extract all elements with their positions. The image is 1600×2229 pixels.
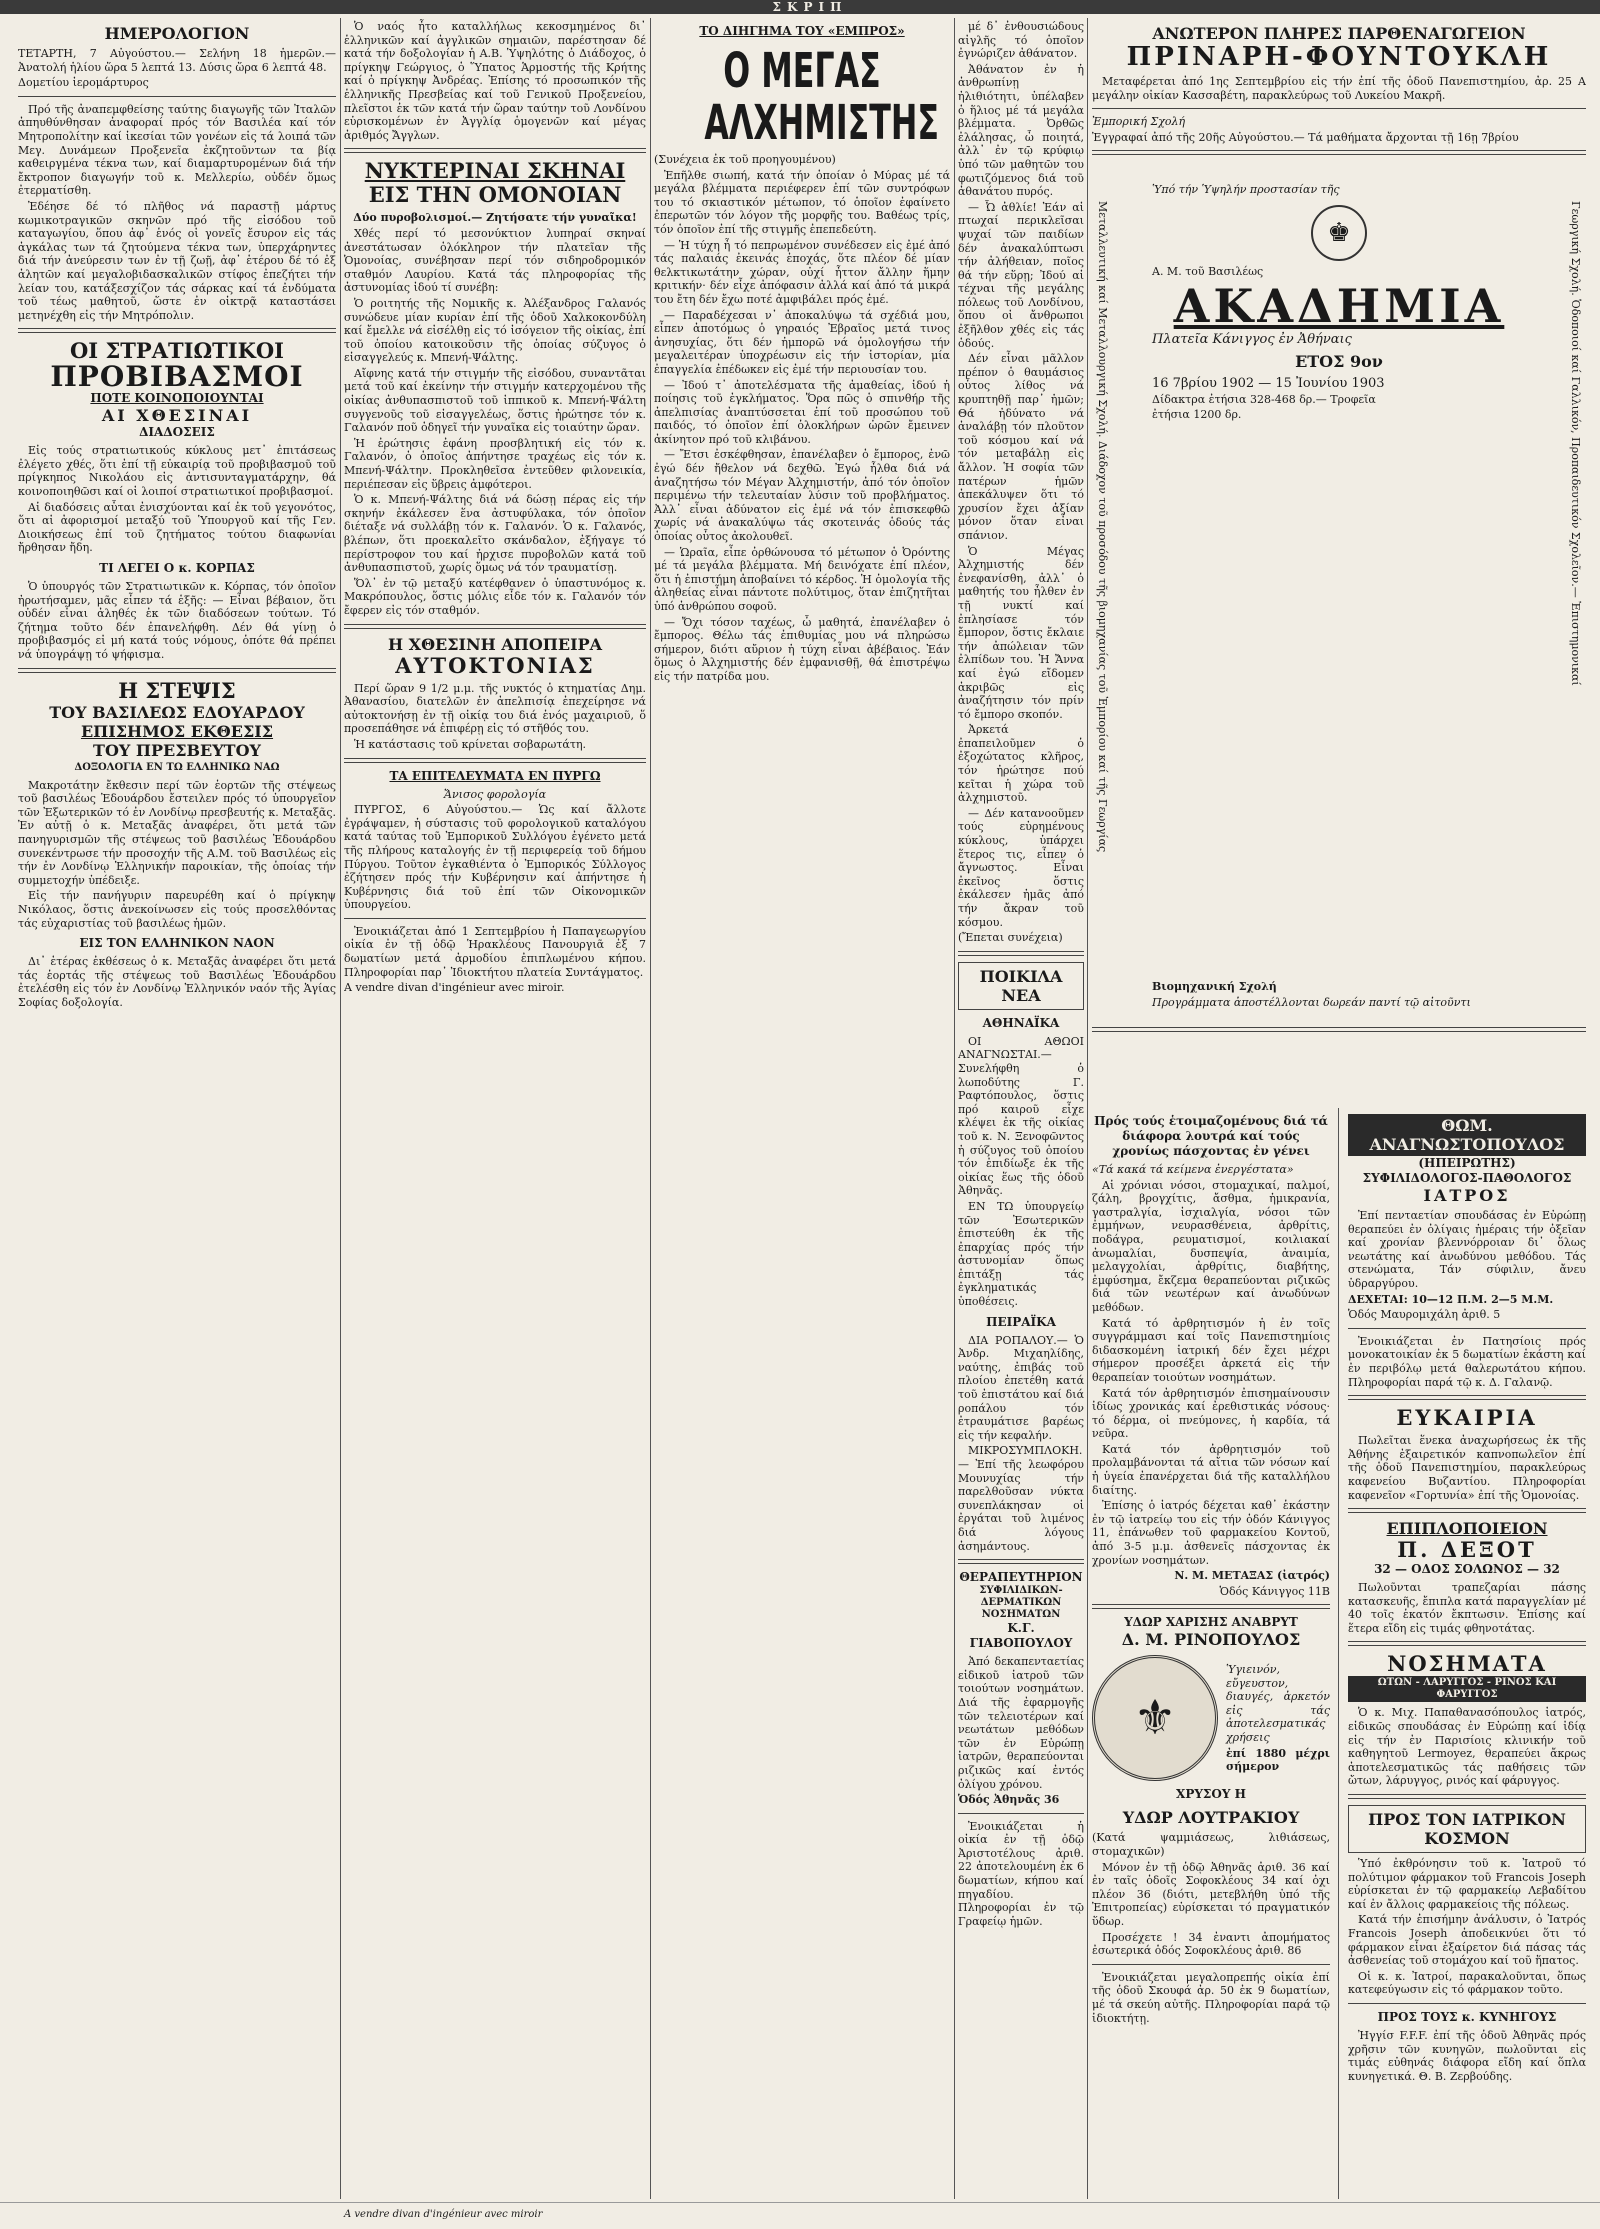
masthead-text: ΣΚΡΙΠ	[772, 0, 848, 14]
article-paragraph: Ὁ ροιτητής τῆς Νομικῆς κ. Ἀλέξανδρος Γαλανός συνώδευε μίαν κυρίαν ἐπί τῆς ὁδοῦ Χαλκοκονδύλη καί ἔμελλε νά εἰσέλθῃ εἰς τό ἰσόγειον τῆς οἰκίας, ἐπί τοῦ ὁποίου κατοικοῦσιν τῆς ὁποίας σύζυγος ὁ εἰσαγγελεύς κ. Μπενή-Ψάλτης.	[344, 296, 646, 365]
article-paragraph: Αἱ διαδόσεις αὗται ἐνισχύονται καί ἐκ τοῦ γεγονότος, ὅτι αἱ ἀφορισμοί μεταξύ τοῦ Ὑπουργοῦ καί τῆς Γεν. Διοικήσεως ἐπί τοῦ ζητήματος τούτου διαφωνίαι ἤρθησαν ἤδη.	[18, 500, 336, 555]
column-2	[344, 18, 646, 2199]
academy-majesty: Α. Μ. τοῦ Βασιλέως	[1152, 264, 1264, 278]
column-rule	[340, 18, 341, 2199]
column-rule	[1338, 1108, 1339, 2199]
divider	[1092, 108, 1586, 109]
ad-text: Κατά τόν ἀρθρητισμόν ἐπισημαίνουσιν ἰδίως χρονικάς καί ἐρεθιστικάς νόσους· τό δέρμα, οἱ πνεύμονες, ἡ καρδία, τά νεῦρα.	[1092, 1386, 1330, 1441]
ad-text: Κατά τήν ἐπισήμην ἀνάλυσιν, ὁ Ἰατρός Francois Joseph ἀποδεικνύει ὅτι τό φάρμακον εἶναι ἐξαίρετον διά πάσας τάς ἀσθενείας τοῦ στομάχου καί τοῦ ἥπατος.	[1348, 1913, 1586, 1968]
academy-ad	[1092, 161, 1586, 1021]
divider	[1092, 1604, 1330, 1609]
divider	[1092, 1027, 1586, 1032]
classified-ad: Ἐνοικιάζεται ἀπό 1 Σεπτεμβρίου ἡ Παπαγεωργίου οἰκία ἐν τῇ ὁδῷ Ἡρακλέους Πανουργιᾶ ἐξ 7 δωματίων μετά ἀρμοδίου ἐπιπλωμένου κήπου. Πληροφορίαι παρ᾽ Ἰδιοκτήτου πλατεία Συντάγματος.	[344, 924, 646, 979]
classified-ad: Ἐνοικιάζεται ἐν Πατησίοις πρός μονοκατοικίαν ἐκ 5 δωματίων ἑκάστη καί ἐν περιβόλῳ μετά θαλερωτάτου κήπου. Πληροφορίαι παρά τῷ κ. Δ. Γαλανῷ.	[1348, 1334, 1586, 1389]
divider	[1348, 1395, 1586, 1400]
divider	[1348, 1328, 1586, 1329]
ad-text: Ἐγγραφαί ἀπό τῆς 20ῆς Αὐγούστου.— Τά μαθήματα ἄρχονται τῇ 16ῃ 7βρίου	[1092, 130, 1519, 144]
article-paragraph: Χθές περί τό μεσονύκτιον λυπηραί σκηναί ἀνεστάτωσαν ὁλόκληρον τήν πλατεῖαν τῆς Ὁμονοίας, συνέβησαν περί τόν σιδηροδρομικόν σταθμόν Λαυρίου. Κατά τάς πληροφορίας τῆς ἀστυνομίας ἰδού τί συνέβη:	[344, 226, 646, 295]
story-paragraph: — Παραδέχεσαι ν᾽ ἀποκαλύψω τά σχέδιά μου, εἶπεν ἀποτόμως ὁ γηραιός Ἐβραῖος μετά τινος ἀνησυχίας, ὅτι δέν ἠμπορῶ νά ὁμολογήσω τήν μεγαλειτέραν ὑποχρέωσιν εἰς τήν ἱστορίαν, μία ἐπαγγελία ἐπέδωκεν εἰς ἐμέ τήν περιουσίαν του.	[654, 308, 950, 376]
subheading: «Τά κακά τά κείμενα ἐνεργέστατα»	[1092, 1163, 1294, 1176]
ad-text: Ἐπί πενταετίαν σπουδάσας ἐν Εὐρώπῃ θεραπεύει ἐν ὀλίγαις ἡμέραις τήν ὀξεῖαν καί χρονίαν βλεννόρροιαν δι᾽ ὅλως νεωτάτης καί ἀνωδύνου μεθόδου. Τάς στενώματα, Τάν σύφιλιν, ἄνευ ὑδραργύρου.	[1348, 1209, 1586, 1290]
ad-gold: ΧΡΥΣΟΥ Η	[1176, 1787, 1246, 1802]
article-paragraph: Αἴφνης κατά τήν στιγμήν τῆς εἰσόδου, συναντᾶται μετά τοῦ καί ἐκείνην τήν στιγμήν κατερχομένου τῆς οἰκίας ἀνθυπασπιστοῦ τοῦ ἱππικοῦ κ. Μπενή-Ψάλτη συγγενοῦς τοῦ εἰσαγγελέως, ὅστις ἠρώτησε τόν κ. Γαλανόν ποῦ ὁδηγεῖ τήν γυναῖκα εἰς τοιαύτην ὥραν.	[344, 366, 646, 435]
article-paragraph: Ὁ ναός ἦτο καταλλήλως κεκοσμημένος δι᾽ ἑλληνικῶν καί ἀγγλικῶν σημαιῶν, παρέστησαν δέ κατά τήν δοξολογίαν ἡ Α.Β. Ὑψηλότης ὁ Διάδοχος, ὁ πρίγκηψ Γεώργιος, ὁ Ὕπατος Ἁρμοστής τῆς Κρήτης καί ὁ πρίγκηψ Ἀνδρέας. Ἐπίσης τό προσωπικόν τῆς ἑλληνικῆς Πρεσβείας καί τοῦ Γενικοῦ Προξενείου, πλεῖστοι ἐκ τῶν κατά τήν ὥραν ταύτην τοῦ Λονδίνου εὑρισκομένων ἐν Ἀγγλίᾳ ὁμογενῶν καί μέγας ἀριθμός Ἄγγλων.	[344, 20, 646, 142]
ad-address: Ὁδός Ἀθηνᾶς 36	[958, 1793, 1060, 1807]
column-1	[18, 18, 336, 2199]
academy-fees: ἐτήσια 1200 δρ.	[1152, 408, 1242, 422]
news-item: ΟΙ ΑΘΩΟΙ ΑΝΑΓΝΩΣΤΑΙ.— Συνελήφθη ὁ λωποδύτης Γ. Ραφτόπουλος, ὅστις πρό καιροῦ εἶχε κλέψει ἐκ τῆς οἰκίας τοῦ κ. Ν. Ξενοφῶντος ἡ σύζυγος τοῦ ὁποίου τόν ἐπιδίωξε ἐκ τῆς οἰκίας ἕως τῆς ὁδοῦ Ἀθηνᾶς.	[958, 1034, 1084, 1198]
royal-crest-icon: ♚	[1311, 205, 1367, 261]
ad-text: Οἱ κ. κ. Ἰατροί, παρακαλοῦνται, ὅπως κατεφεύγωσιν εἰς τό φάρμακον τοῦτο.	[1348, 1969, 1586, 1997]
headline-coronation: Η ΣΤΕΨΙΣ ΤΟΥ ΒΑΣΙΛΕΩΣ ΕΔΟΥΑΡΔΟΥ ΕΠΙΣΗΜΟΣ ΕΚΘΕΣΙΣ ΤΟΥ ΠΡΕΣΒΕΥΤΟΥ ΔΟΞΟΛΟΓΙΑ ΕΝ ΤΩ ΕΛΛΗΝΙΚΩ ΝΑΩ	[49, 677, 305, 773]
article-paragraph: Εἰς τήν πανήγυριν παρευρέθη καί ὁ πρίγκηψ Νικόλαος, ὅστις ἀνεκοίνωσεν εἰς τούς προσελθόντας τάς εὐχαριστίας τοῦ βασιλέως ἡμῶν.	[18, 889, 336, 930]
article-paragraph: Ἡ ἐρώτησις ἐφάνη προσβλητική εἰς τόν κ. Γαλανόν, ὁ ὁποῖος ἀπήντησε τραχέως εἰς τόν κ. Μπενή-Ψάλτην. Προκληθεῖσα ἐντεῦθεν φιλονεικία, περιέπεσαν εἰς ὕβρεις ἀμφότεροι.	[344, 436, 646, 491]
story-continued: (Συνέχεια ἐκ τοῦ προηγουμένου)	[654, 153, 836, 166]
story-paragraph: — Ὄχι τόσον ταχέως, ὦ μαθητά, ἐπανέλαβεν ὁ ἔμπορος. Θέλω τάς ἐπιθυμίας μου νά πληρώσω σήμερον, διότι αὔριον ἡ τύχη εἶναι ἀβέβαιος. Ἐάν ὅμως ὁ Ἀλχημιστής δέν ἐμφανισθῇ, θά ἐπιστρέψω εἰς τήν πατρίδα μου.	[654, 615, 950, 683]
ad-subheading: (Κατά ψαμμιάσεως, λιθιάσεως, στομαχικῶν)	[1092, 1831, 1330, 1858]
ad-water: ΥΔΩΡ ΧΑΡΙΣΗΣ ΑΝΑΒΡΥΤ Δ. Μ. ΡΙΝΟΠΟΥΛΟΣ	[1121, 1615, 1301, 1650]
section-athens: ΑΘΗΝΑΪΚΑ	[982, 1015, 1060, 1030]
academy-patron: Ὑπό τήν Ὑψηλήν προστασίαν τῆς	[1152, 183, 1340, 197]
ad-text: Μεταφέρεται ἀπό 1ης Σεπτεμβρίου εἰς τήν ἐπί τῆς ὁδοῦ Πανεπιστημίου, ἀρ. 25 Α μεγάλην οἰκίαν Κασσαβέτη, παρακλεύρως τοῦ Λυκείου Μακρῆ.	[1092, 75, 1586, 102]
ad-doctor: ΘΩΜ. ΑΝΑΓΝΩΣΤΟΠΟΥΛΟΣ (ΗΠΕΙΡΩΤΗΣ) ΣΥΦΙΛΙΔΟΛΟΓΟΣ-ΠΑΘΟΛΟΓΟΣ ΙΑΤΡΟΣ	[1348, 1114, 1586, 1205]
classified-ad: Ἐνοικιάζεται μεγαλοπρεπής οἰκία ἐπί τῆς ὁδοῦ Σκουφά ἀρ. 50 ἐκ 9 δωματίων, μέ τά σκεύη αὐτῆς. Πληροφορίαι παρά τῷ ἰδιοκτήτῃ.	[1092, 1970, 1330, 2025]
headline-opportunity: ΕΥΚΑΙΡΙΑ	[1396, 1405, 1538, 1431]
divider	[1092, 150, 1586, 155]
article-paragraph: Ἐδέησε δέ τό πλῆθος νά παραστῇ μάρτυς κωμικοτραγικῶν σκηνῶν πρό τῆς εἰσόδου τοῦ καταγωγίου, ὅπου ἀφ᾽ ἑνός οἱ γονεῖς ἔσυρον εἰς τάς ἀγκάλας των τά ζητούμενα τέκνα των, ὑπερχάρηντες διά τήν ἀνεύρεσιν των ἐν τῇ ζωῇ, ἀφ᾽ ἑτέρου δέ τό ἐξ ἀλητῶν καί μεγαλοβιδασκαλικῶν στίφος ἐπεζήτει τήν λείαν του, κατάξεσχίζον τάς σάρκας καί τά ἐνδύματα τοῦ τέως μαθητοῦ, ὥστε ἐν οἰκτρᾷ καταστάσει μετηνέχθη εἰς τήν Μητρόπολιν.	[18, 199, 336, 322]
news-item: ΕΝ ΤΩ ὑπουργείῳ τῶν Ἐσωτερικῶν ἐπιστεύθη ἐκ τῆς ἐπαρχίας πρός τήν ἀστυνομίαν ὅπως ἐπιτάξῃ τάς ἐγκληματικάς ὑποθέσεις.	[958, 1199, 1084, 1309]
column-3	[654, 18, 950, 2199]
academy-fees: Δίδακτρα ἐτήσια 328-468 δρ.— Τροφεῖα	[1152, 392, 1376, 406]
column-6	[1092, 1108, 1330, 2199]
article-paragraph: Περί ὥραν 9 1/2 μ.μ. τῆς νυκτός ὁ κτηματίας Δημ. Ἀθανασίου, διατελῶν ἐν ἀπελπισίᾳ ἐπεχείρησε νά αὐτοκτονήσῃ ἐν τῇ οἰκίᾳ του διά ἑνός μαχαιριοῦ, ὅ προσεπάθησε νά ἐπιφέρῃ εἰς τό στῆθός του.	[344, 681, 646, 736]
divider	[1348, 1641, 1586, 1646]
article-paragraph: Πρό τῆς ἀναπεμφθείσης ταύτης διαγωγῆς τῶν Ἰταλῶν ἀπηυθύνθησαν ἀναφοραί πρός τόν Βασιλέα καί τόν Μητροπολίτην καί ἱκεσίαι τῶν γονέων εἰς τά λοιπά τῶν Μεγ. Δυνάμεων Προξενεῖα ἐκζητοῦντων τα βίᾳ καθειργμένα τέκνα των, καί διαμαρτυρομένων διά τήν ἔκτροπον διαγωγήν τοῦ κ. Μελλερίω, οὐδέν ὅμως ἐτερματίσθη.	[18, 102, 336, 198]
academy-side-text-right: Γεωργική Σχολή. Ὁδοποιοί καί Γαλλικόν, Προπαιδευτικόν Σχολεῖον.— Ἐπιστημονικαί	[1569, 201, 1582, 687]
article-paragraph: Δι᾽ ἑτέρας ἐκθέσεως ὁ κ. Μεταξᾶς ἀναφέρει ὅτι μετά τάς ἑορτάς τῆς στέψεως τοῦ Βασιλέως Ἐδουάρδου ἐτελέσθη εἰς τόν ἐν Λονδίνῳ Ἑλληνικόν ναόν τῆς Ἁγίας Σοφίας δοξολογία.	[18, 955, 336, 1009]
academy-dates: 16 7βρίου 1902 — 15 Ἰουνίου 1903	[1152, 376, 1385, 392]
ad-text: Πωλοῦνται τραπεζαρίαι πάσης κατασκευῆς, ἔπιπλα κατά παραγγελίαν μέ 40 τοῖς ἑκατόν ἔκπτωσιν. Ἐπίσης καί ἕτερα εἴδη εἰς τιμάς φθηνοτάτας.	[1348, 1581, 1586, 1635]
classified-ad: A vendre divan d'ingénieur avec miroir.	[344, 981, 565, 995]
headline-pyrgos: ΤΑ ΕΠΙΤΕΛΕΥΜΑΤΑ ΕΝ ΠΥΡΓΩ	[389, 768, 601, 783]
column-rule	[650, 18, 651, 2199]
story-paragraph: — Ὡραῖα, εἶπε ὀρθώνουσα τό μέτωπον ὁ Ὀρόντης μέ τά μεγάλα βλέμματα. Μή δεινόχατε ἐπί πλέον, ὅτι ἡ ἐπιστήμη ἀποβαίνει τό κέρδος. Ἡ ὁμολογία τῆς ἀληθείας εἶναι πάντοτε πολύτιμος, ὅταν ἐπιζητῆται ὑπό ἀνθρώπου σοφοῦ.	[654, 545, 950, 613]
divider	[18, 328, 336, 333]
article-paragraph: Ὁ κ. Μπενή-Ψάλτης διά νά δώσῃ πέρας εἰς τήν σκηνήν ἐκάλεσεν ἕνα ἀστυφύλακα, τόν ὁποῖον διέταξε νά συλλάβῃ τόν κ. Γαλανόν. Ὁ κ. Γαλανός, βλέπων, ὅτι προεκαλεῖτο σκάνδαλον, ἐξήγαγε τό περίστροφον του καί ἠρχισε πυροβολῶν κατά τοῦ ἀνθυπασπιστοῦ, χωρίς ὅμως νά τόν τραυματίσῃ.	[344, 493, 646, 575]
column-4	[958, 18, 1084, 2199]
calendar-saint: Δομετίου ἱερομάρτυρος	[18, 76, 149, 90]
story-paragraph: μέ δ᾽ ἐνθουσιώδους αἰγλῆς τό ὁποῖον ἐγνώριζεν ἀθάνατον.	[958, 20, 1084, 61]
article-paragraph: Μακροτάτην ἔκθεσιν περί τῶν ἑορτῶν τῆς στέψεως τοῦ βασιλέως Ἐδουάρδου ἔστειλεν πρός τό ὑπουργεῖον τῶν Ἐξωτερικῶν τό ἐν Λονδίνῳ πρεσβευτής κ. Μεταξᾶς. Ἐν αὐτῇ ὁ κ. Μεταξᾶς ἀναφέρει, ὅτι μετά τῶν πανηγυρισμῶν τῆς στέψεως τοῦ βασιλέως Ἐδουάρδου συνεκέντρωσε τήν προσοχήν τῆς Α.Μ. τοῦ Βασιλέως εἰς τήν ἐν Λονδίνῳ Ἑλληνικήν παροικίαν, τῆς ὁποίας τήν συμμετοχήν ὑπέδειξε.	[18, 778, 336, 887]
column-5-top	[1092, 18, 1586, 1103]
academy-industry: Βιομηχανική Σχολή	[1152, 980, 1277, 994]
classified-ad: Ἐνοικιάζεται ἡ οἰκία ἐν τῇ ὁδῷ Ἀριστοτέλους ἀριθ. 22 ἀποτελουμένη ἐκ 6 δωματίων, κήπου καί πηγαδίου. Πληροφορίαι ἐν τῷ Γραφείῳ ἡμῶν.	[958, 1819, 1084, 1928]
ad-text: Ὑγιεινόν, εὔγευστον, διαυγές, ἀρκετόν εἰς τάς ἀποτελεσματικάς χρήσεις	[1226, 1663, 1330, 1744]
subheading-korpas: ΤΙ ΛΕΓΕΙ Ο κ. ΚΟΡΠΑΣ	[99, 561, 255, 576]
story-paragraph: Δέν εἶναι μᾶλλον πρέπον ὁ θαυμάσιος οὗτος λίθος νά κρυπτηθῇ παρ᾽ ἡμῶν; Θά ἠδύνατο νά ἀναλάβῃ τόν πλοῦτον τοῦ κόσμου καί νά τόν μεταβάλῃ εἰς ἄλλον. Ἡ σοφία τῶν πατέρων ἡμῶν ἀπεκάλυψεν ὅτι τό χρυσίον ἔχει ἀξίαν μόνον ὅταν εἶναι σπάνιον.	[958, 352, 1084, 542]
divider	[344, 624, 646, 629]
ad-girls-school: ΑΝΩΤΕΡΟΝ ΠΛΗΡΕΣ ΠΑΡΘΕΝΑΓΩΓΕΙΟΝ ΠΡΙΝΑΡΗ-ΦΟΥΝΤΟΥΚΛΗ	[1126, 24, 1552, 72]
article-paragraph: ΠΥΡΓΟΣ, 6 Αὐγούστου.— Ὡς καί ἄλλοτε ἐγράψαμεν, ἡ σύστασις τοῦ φορολογικοῦ καταλόγου κατά ταύτας τοῦ Ἐμπορικοῦ Συλλόγου ἐγένετο μετά τῆς πλήρους καταλογής ἐν τῇ περιφερείᾳ τοῦ δήμου Πύργου. Τοῦτον ἐγκαθιέντα ὁ Ἐμπορικός Σύλλογος ἐζήτησεν πρός τήν Κυβέρνησιν καί ἀπήντησε ἡ Κυβέρνησις διά τοῦ ἐπί τῶν Οἰκονομικῶν ὑπουργείου.	[344, 803, 646, 912]
divider	[1092, 1964, 1330, 1965]
ad-text: Μόνον ἐν τῇ ὁδῷ Ἀθηνᾶς ἀριθ. 36 καί ἐν ταῖς ὁδοῖς Σοφοκλέους 34 καί ὀχι πλέον 36 (διότι, μετεβλήθη ὑπό τῆς Ἐπιτροπείας) εὑρίσκεται τό πραγματικόν ὕδωρ.	[1092, 1860, 1330, 1928]
ad-text: Αἱ χρόνιαι νόσοι, στομαχικαί, παλμοί, ζάλη, βρογχίτις, ἄσθμα, ἡμικρανία, γαστραλγία, ἰσχιαλγία, νόσοι τῶν ἐμμήνων, νευρασθένεια, ἀρθρίτις, ποδάγρα, ρευματισμοί, κοιλιακαί ἀνωμαλίαι, δυσπεψία, ἀναιμία, μελαγχολίαι, ἀρθρίτις, διαβήτης, ἐμφύσημα, ἔκζεμα θεραπεύονται ριζικῶς διά τῶν νεωτέρων καί ἀνωδύνων μεθόδων.	[1092, 1178, 1330, 1314]
story-label: ΤΟ ΔΙΗΓΗΜΑ ΤΟΥ «ΕΜΠΡΟΣ»	[699, 24, 905, 38]
ad-diseases: ΝΟΣΗΜΑΤΑ ΩΤΩΝ - ΛΑΡΥΓΓΟΣ - ΡΙΝΟΣ ΚΑΙ ΦΑΡΥΓΓΟΣ	[1348, 1652, 1586, 1702]
divider	[18, 96, 336, 97]
article-paragraph: Εἰς τούς στρατιωτικούς κύκλους μετ᾽ ἐπιτάσεως ἐλέγετο χθές, ὅτι ἐπί τῇ εὐκαιρίᾳ τοῦ προβιβασμοῦ τοῦ πρίγκηπος Νικολάου εἰς ἀντισυνταγματάρχην, θά κοινοποιηθῶσι καί οἱ λοιποί στρατιωτικοί προβιβασμοί.	[18, 444, 336, 499]
story-paragraph: — Ἡ τύχη ἦ τό πεπρωμένον συνέδεσεν εἰς ἐμέ ἀπό τάς παλαιάς ἐκεινάς ἐποχάς, ὅτε πλέον δέ μίαν θελκτικωτάτην χώραν, οὐχί ἦττον ἄλλην ἥμην κριτικήν· δέν εἶχε ἀπόφασιν ἀλλά καί ἀπό τά μικρά του ἔτη δέν ἔχω ποτέ ἀμφιβάλει πρός ἐμέ.	[654, 238, 950, 306]
divider	[958, 951, 1084, 956]
ad-text: Ὁ κ. Μιχ. Παπαθανασόπουλος ἰατρός, εἰδικῶς σπουδάσας ἐν Εὐρώπῃ καί ἰδίᾳ εἰς τήν ἐν Παρισίοις κλινικήν τοῦ καθηγητοῦ Lermoyez, θεραπεύει ἄκρως ἀποτελεσματικῶς τάς παθήσεις τῶν ὤτων, λάρυγγος, ρινός καί φάρυγγος.	[1348, 1706, 1586, 1788]
subheading-church: ΕΙΣ ΤΟΝ ΕΛΛΗΝΙΚΟΝ ΝΑΟΝ	[79, 936, 275, 951]
ad-subheading: Ἐμπορική Σχολή	[1092, 115, 1186, 129]
ad-address: Ὁδός Μαυρομιχάλη ἀριθ. 5	[1348, 1308, 1501, 1322]
section-piraeus: ΠΕΙΡΑΪΚΑ	[986, 1314, 1056, 1329]
ad-text: Ἠγγίσ F.F.F. ἐπί τῆς ὁδοῦ Ἀθηνᾶς πρός χρῆσιν τῶν κυνηγῶν, πωλοῦνται εἰς τιμάς εὐθηνάς διάφορα εἴδη καί ὅπλα κυνηγετικά. Θ. Β. Ζερβούδης.	[1348, 2028, 1586, 2083]
article-paragraph: Ὁ ὑπουργός τῶν Στρατιωτικῶν κ. Κόρπας, τόν ὁποῖον ἠρωτήσαμεν, μᾶς εἶπεν τά ἑξῆς: — Εἶναι βέβαιον, ὅτι οὐδέν εἶναι ἀληθές ἐκ τῶν διαδόσεων τούτων. Τό ζήτημα τοῦτο δέν ἐπανελήφθη. Δέν θά γίνῃ ὁ προβιβασμός εἰ μή κατά τούς νόμους, ὁπότε θά πρέπει νά ὑπογράψῃ τό ψήφισμα.	[18, 580, 336, 661]
academy-place: Πλατεῖα Κάνιγγος ἐν Ἀθήναις	[1152, 331, 1352, 347]
footer-text: A vendre divan d'ingénieur avec miroir	[344, 2209, 543, 2220]
ad-text: Κατά τό ἀρθρητισμόν ἡ ἐν τοῖς συγγράμμασι καί τοῖς Πανεπιστημίοις διδασκομένη ἰατρική δέν ἔχει μέχρι σήμερον προσέξει ἀρκετά εἰς τήν θεραπείαν τοιούτων νοσημάτων.	[1092, 1316, 1330, 1384]
medallion-icon: ⚜	[1092, 1655, 1218, 1781]
ad-furniture: ΕΠΙΠΛΟΠΟΙΕΙΟΝ Π. ΔΕΞΟΤ 32 — ΟΔΟΣ ΣΟΛΩΝΟΣ — 32	[1374, 1519, 1560, 1577]
headline-attempt: Η ΧΘΕΣΙΝΗ ΑΠΟΠΕΙΡΑ ΑΥΤΟΚΤΟΝΙΑΣ	[387, 634, 603, 678]
ad-text: Προσέχετε ! 34 ἐναντι ἀπομήματος ἐσωτερικά ὁδός Σοφοκλέους ἀριθ. 86	[1092, 1930, 1330, 1958]
divider	[344, 758, 646, 763]
story-paragraph: — Ὦ ἀθλίε! Ἐάν αἱ πτωχαί περικλεῖσαι ψυχαί τῶν παιδίων δέν ἀνακαλύπτωσι τήν ἀλήθειαν, ποῖος θά τήν εὕρῃ; Ἰδού αἱ τέχναι τῆς μεγάλης πόλεως τοῦ Λονδίνου, ὅπου οἱ ἄνθρωποι ἐξῆλθον χθές εἰς τάς ὁδούς.	[958, 200, 1084, 350]
ad-signature: Ν. Μ. ΜΕΤΑΞΑΣ (ἰατρός)	[1174, 1569, 1330, 1583]
ad-text: Κατά τόν ἀρθρητισμόν τοῦ προλαμβάνονται τά αἴτια τῶν νόσων καί ἡ ὑγεία ἐπανέρχεται διά τῆς καταλλήλου διαίτης.	[1092, 1442, 1330, 1497]
divider	[1348, 1794, 1586, 1799]
news-item: ΜΙΚΡΟΣΥΜΠΛΟΚΗ.— Ἐπί τῆς λεωφόρου Μουνυχίας τήν παρελθοῦσαν νύκτα συνεπλάκησαν οἱ ἐργάται τοῦ λιμένος διά λόγους ἀσημάντους.	[958, 1444, 1084, 1553]
divider	[18, 668, 336, 673]
ad-text: Ὑπό ἐκθρόνησιν τοῦ κ. Ἰατροῦ τό πολύτιμον φάρμακον τοῦ Francois Joseph εὑρίσκεται ἐν τῷ φαρμακείῳ Λεβαδίτου καί ἐν ἄλλοις φαρμακείοις τῆς πόλεως.	[1348, 1857, 1586, 1911]
ad-text: Πωλεῖται ἕνεκα ἀναχωρήσεως ἐκ τῆς Ἀθήνης ἐξαιρετικόν καπνοπωλεῖον ἐπί τῆς ὁδοῦ Πανεπιστημίου, παρακλεύρως καφενείου Βυζαντίου. Πληροφορίαι καφενεῖον «Γορτυνία» ἐπί τῆς Ὁμονοίας.	[1348, 1434, 1586, 1502]
ad-text: Ἐπίσης ὁ ἰατρός δέχεται καθ᾽ ἑκάστην ἐν τῷ ἰατρείῳ του εἰς τήν ὁδόν Κάνιγγος 11, ἐπάνωθεν τοῦ φαρμακείου Κοντοῦ, ἀπό 3-5 μ.μ. ἀσθενεῖς πάσχοντας ἐκ χρονίων νοσημάτων.	[1092, 1499, 1330, 1567]
headline-baths: Πρός τούς ἑτοιμαζομένους διά τά διάφορα λουτρά καί τούς χρονίως πάσχοντας ἐν γένει	[1094, 1114, 1328, 1158]
story-paragraph: — Ἰδού τ᾽ ἀποτελέσματα τῆς ἀμαθείας, ἰδού ἡ ποίησις τοῦ ἐγκλήματος. Ὅρα πῶς ὁ σπινθήρ τῆς ἀπελπισίας ἀναπτύσσεται ἐπί τοῦ προσώπου τοῦ παιδός, τό ὁποῖον ἐπί ὁλοκλήρων ὡρῶν ἔμεινεν ἀκίνητον πρό τοῦ κλιβάνου.	[654, 378, 950, 446]
divider	[958, 1559, 1084, 1564]
ad-hours: ΔΕΧΕΤΑΙ: 10—12 Π.Μ. 2—5 Μ.Μ.	[1348, 1292, 1554, 1306]
story-paragraph: Ἀθάνατον ἐν ἡ ἀνθρωπίνῃ ἠλιθιότητι, ὑπέλαβεν ὁ ἥλιος μέ τά μεγάλα βλέμματα. Ὀρθῶς ἐλάλησας, ὦ ποιητά, ἀλλ᾽ ἐν τῷ κρύφιῳ ὑπό τῶν μαθητῶν του φωτιζόμενος διά τοῦ ἀθανάτου πυρός.	[958, 62, 1084, 199]
ad-text: ἐπί 1880 μέχρι σήμερον	[1226, 1746, 1330, 1774]
divider	[344, 918, 646, 919]
story-to-be-continued: (Ἔπεται συνέχεια)	[958, 931, 1063, 945]
story-paragraph: — Δέν κατανοοῦμεν τούς εὑρημένους κύκλους, ὑπάρχει ἕτερος τις, εἶπεν ὁ ἄγνωστος. Εἶναι ἐκεῖνος ὅστις ἐκάλεσεν ἡμᾶς ἀπό τήν ἄκραν τοῦ κόσμου.	[958, 806, 1084, 929]
ad-text: Ἀπό δεκαπενταετίας εἰδικοῦ ἰατροῦ τῶν τοιούτων νοσημάτων. Διά τῆς ἐφαρμογῆς τῶν τελειοτέρων καί νεωτάτων μεθόδων τῶν ἐν Εὐρώπῃ ἰατρῶν, θεραπεύονται ριζικῶς καί ἐντός ὀλίγου χρόνου.	[958, 1655, 1084, 1791]
ad-hunters: ΠΡΟΣ ΤΟΥΣ κ. ΚΥΝΗΓΟΥΣ	[1377, 2009, 1557, 2024]
divider	[1348, 2003, 1586, 2004]
ad-medical-world: ΠΡΟΣ ΤΟΝ ΙΑΤΡΙΚΟΝ ΚΟΣΜΟΝ	[1348, 1805, 1586, 1853]
column-rule	[954, 18, 955, 2199]
divider	[958, 1813, 1084, 1814]
subheading: Ἄνισος φορολογία	[443, 787, 547, 801]
calendar-heading: ΗΜΕΡΟΛΟΓΙΟΝ	[104, 24, 250, 43]
headline-misc: ΠΟΙΚΙΛΑ ΝΕΑ	[958, 962, 1084, 1010]
article-paragraph: Ὅλ᾽ ἐν τῷ μεταξύ κατέφθανεν ὁ ὑπαστυνόμος κ. Μακρόπουλος, ὅστις μόλις εἶδε τόν κ. Γαλανόν τόν ἔφερεν εἰς τόν σταθμόν.	[344, 576, 646, 617]
column-rule	[1087, 18, 1088, 2199]
story-paragraph: — Ἔτσι ἐσκέφθησαν, ἐπανέλαβεν ὁ ἔμπορος, ἐνῶ ἐγώ δέν ἤθελον νά δεχθῶ. Ἐγώ ἦλθα διά νά ἀναζητήσω τόν Μέγαν Ἀλχημιστήν, ἀπό τόν ὁποῖον περιμένω τήν τελευταίαν λύσιν τοῦ προβλήματος. Ἀλλ᾽ εἶναι ἀδύνατον εἰς ἐμέ νά τόν ἐπισκεφθῶ χωρίς νά ἀνακαλύψω τάς σκοτεινάς ὁδούς τάς ὁποίας οὗτος ἀκολουθεῖ.	[654, 448, 950, 544]
ad-address: Ὁδός Κάνιγγος 11Β	[1219, 1584, 1330, 1598]
academy-year: ΕΤΟΣ 9ον	[1295, 352, 1383, 372]
news-item: ΔΙΑ ΡΟΠΑΛΟΥ.— Ὁ Ἀνδρ. Μιχαηλίδης, ναύτης, ἐπιβάς τοῦ πλοίου ἐπετέθη κατά τοῦ ἐπιστάτου καί διά ροπάλου τόν ἐτραυμάτισε βαρέως εἰς τήν κεφαλήν.	[958, 1333, 1084, 1442]
divider	[1348, 1508, 1586, 1513]
story-paragraph: Ἐπῆλθε σιωπή, κατά τήν ὁποίαν ὁ Μύρας μέ τά μεγάλα βλέμματα περιέφερεν ἐπί τῶν συντρόφων του τό σκιαστικόν μέτωπον, τό ὁποῖον ἐφαίνετο ἐπερωτῶν τόν λόγον τῆς μορφῆς του. Βαθέως τρίς, τόν ὁποῖον ἐπί τῆς στιγμῆς ἐπεπεδεύτη.	[654, 168, 950, 236]
divider	[344, 148, 646, 153]
story-paragraph: Ἀρκετά ἐπαπειλοῦμεν ὁ ἐξοχώτατος κλῆρος, τόν ἠρώτησε πού κεῖται ἡ χώρα τοῦ ἀλχημιστοῦ.	[958, 723, 1084, 805]
column-7	[1348, 1108, 1586, 2199]
subheading: Δύο πυροβολισμοί.— Ζητήσατε τήν γυναῖκα!	[353, 211, 637, 225]
calendar-line: ΤΕΤΑΡΤΗ, 7 Αὐγούστου.— Σελήνη 18 ἡμερῶν.— Ἀνατολή ἡλίου ὥρα 5 λεπτά 13. Δύσις ὥρα 6 λεπτά 48.	[18, 47, 336, 74]
headline-night: ΝΥΚΤΕΡΙΝΑΙ ΣΚΗΝΑΙ ΕΙΣ ΤΗΝ ΟΜΟΝΟΙΑΝ	[364, 158, 626, 208]
academy-title: ΑΚΑΔΗΜΙΑ	[1173, 278, 1505, 333]
page-footer	[0, 2202, 1600, 2229]
ad-loutraki: ΥΔΩΡ ΛΟΥΤΡΑΚΙΟΥ	[1122, 1808, 1300, 1828]
headline-military: ΟΙ ΣΤΡΑΤΙΩΤΙΚΟΙ ΠΡΟΒΙΒΑΣΜΟΙ ΠΟΤΕ ΚΟΙΝΟΠΟΙΟΥΝΤΑΙ ΑΙ ΧΘΕΣΙΝΑΙ ΔΙΑΔΟΣΕΙΣ	[50, 338, 304, 440]
ad-clinic: ΘΕΡΑΠΕΥΤΗΡΙΟΝ ΣΥΦΙΛΙΔΙΚΩΝ-ΔΕΡΜΑΤΙΚΩΝ ΝΟΣΗΜΑΤΩΝ Κ.Γ. ΓΙΑΒΟΠΟΥΛΟΥ	[959, 1570, 1083, 1651]
story-paragraph: Ὁ Μέγας Ἀλχημιστής δέν ἐνεφανίσθη, ἀλλ᾽ ὁ μαθητής του ἦλθεν ἐν τῇ νυκτί καί ἐπλησίασε τόν ἔμπορον, ὅστις ἔκλαιε τήν ἀπώλειαν τῶν ἐλπίδων του. Ἡ Ἄννα καί ἐγώ εἴδομεν ἀκριβῶς εἰς ἀναζήτησιν τόν πρίν τό ἔμπορο σκοπόν.	[958, 544, 1084, 721]
story-title: Ο ΜΕΓΑΣ ΑΛΧΗΜΙΣΤΗΣ	[704, 43, 940, 151]
article-paragraph: Ἡ κατάστασις τοῦ κρίνεται σοβαρωτάτη.	[354, 737, 587, 751]
academy-programs: Προγράμματα ἀποστέλλονται δωρεάν παντί τῷ αἰτοῦντι	[1152, 995, 1471, 1009]
academy-side-text-left: Μεταλλευτική καί Μεταλλουργική Σχολή. Διάδοχον τοῦ προσόδου τῆς βιομηχανίας τοῦ Ἐμπορίου καί τῆς Γεωργίας	[1096, 201, 1109, 853]
